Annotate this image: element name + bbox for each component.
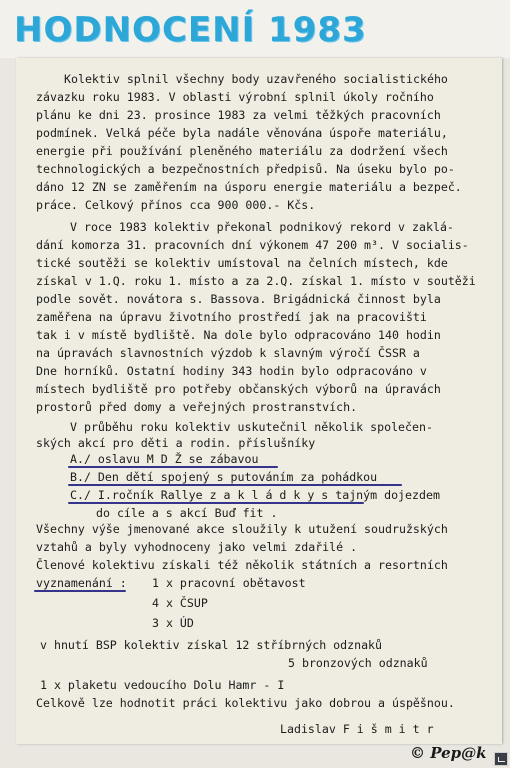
text-line: ských akcí pro děti a rodin. příslušníky: [36, 436, 316, 450]
text-line: tak i v místě bydliště. Na dole bylo odpracováno 140 hodin: [36, 328, 441, 342]
text-line: podmínek. Velká péče byla nadále věnována úspoře materiálu,: [36, 126, 448, 140]
photo-credit: © Pep@k: [410, 744, 487, 762]
text-line: Kolektiv splnil všechny body uzavřeného socialistického: [64, 72, 448, 86]
text-line: Dne horníků. Ostatní hodiny 343 hodin bylo odpracováno v: [36, 364, 427, 378]
text-line: prostorů před domy a veřejných prostranstvích.: [36, 400, 358, 414]
event-item-a: A./ oslavu M D Ž se zábavou: [70, 452, 259, 466]
text-line: 5 bronzových odznaků: [288, 656, 428, 670]
text-line: Členové kolektivu získali též několik státních a resortních: [36, 558, 448, 572]
text-line: získal v 1.Q. roku 1. místo a za 2.Q. získal 1. místo v soutěži: [36, 274, 476, 288]
signature: Ladislav F i š m i t r: [280, 722, 434, 736]
text-line: dáno 12 ZN se zaměřením na úsporu energie materiálu a bezpeč.: [36, 180, 462, 194]
text-line: energie při používání pleněného materiálu za dodržení všech: [36, 144, 448, 158]
text-line: do cíle a s akcí Buď fit .: [96, 506, 278, 520]
text-line: zaměřena na úpravu životního prostředí jak na pracovišti: [36, 310, 427, 324]
text-line: na úpravách slavnostních výzdob k slavným výročí ČSSR a: [36, 346, 420, 360]
pen-underline: [34, 590, 126, 592]
award-item: 1 x pracovní obětavost: [152, 576, 306, 590]
text-line: V průběhu roku kolektiv uskutečnil několik společen-: [70, 420, 433, 434]
pen-underline: [68, 466, 278, 468]
award-item: 4 x ČSUP: [152, 596, 208, 610]
text-line: V roce 1983 kolektiv překonal podnikový rekord v zaklá-: [70, 220, 454, 234]
text-line: místech bydliště pro potřeby občanských výborů na úpravách: [36, 382, 441, 396]
text-line: 1 x plaketu vedoucího Dolu Hamr - I: [40, 678, 285, 692]
text-line: závazku roku 1983. V oblasti výrobní splnil úkoly ročního: [36, 90, 434, 104]
text-line: v hnutí BSP kolektiv získal 12 stříbrných odznaků: [40, 638, 383, 652]
event-item-b: B./ Den dětí spojený s putováním za pohádkou: [70, 470, 378, 484]
text-line: práce. Celkový přínos cca 900 000.- Kčs.: [36, 198, 316, 212]
text-line: Celkově lze hodnotit práci kolektivu jako dobrou a úspěšnou.: [36, 696, 455, 710]
text-line: dání komorza 31. pracovních dní výkonem 47 200 m³. V socialis-: [36, 238, 469, 252]
typed-sheet: [16, 58, 502, 744]
text-line: tické soutěži se kolektiv umístoval na čelních místech, kde: [36, 256, 448, 270]
event-item-c: C./ I.ročník Rallye z a k l á d k y s tajným dojezdem: [70, 488, 440, 502]
text-line: plánu ke dni 23. prosince 1983 za velmi těžkých pracovních: [36, 108, 441, 122]
award-item: 3 x ÚD: [152, 616, 194, 630]
awards-label: vyznamenání :: [36, 576, 127, 590]
text-line: Všechny výše jmenované akce sloužily k utužení soudružských: [36, 522, 448, 536]
pen-underline: [68, 484, 402, 486]
text-line: technologických a bezpečnostních předpisů. Na úseku bylo po-: [36, 162, 455, 176]
headline: HODNOCENÍ 1983: [14, 10, 367, 50]
corner-icon[interactable]: [494, 752, 508, 766]
pen-underline: [68, 502, 364, 504]
text-line: podle sovět. novátora s. Bassova. Brigádnická činnost byla: [36, 292, 441, 306]
text-line: vztahů a byly vyhodnoceny jako velmi zdařilé .: [36, 540, 358, 554]
